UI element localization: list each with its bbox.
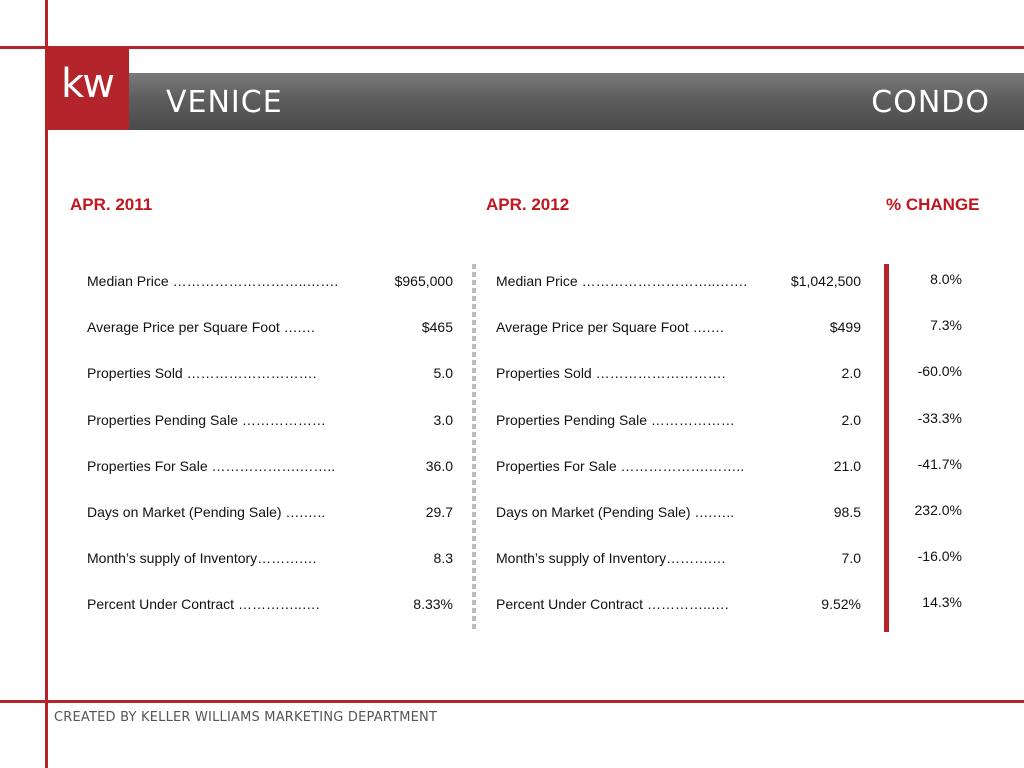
dotted-divider xyxy=(472,264,476,632)
row-label-2012: Average Price per Square Foot ….… xyxy=(496,319,725,335)
row-value-2012: $499 xyxy=(829,319,861,335)
row-percent-change: -33.3% xyxy=(917,410,962,426)
row-percent-change: -16.0% xyxy=(917,548,962,564)
row-value-2012: 2.0 xyxy=(841,412,861,428)
row-value-2012: $1,042,500 xyxy=(790,273,861,289)
row-value-2012: 98.5 xyxy=(833,504,861,520)
row-value-2011: 3.0 xyxy=(433,412,453,428)
city-title: VENICE xyxy=(166,85,283,120)
property-type-title: CONDO xyxy=(871,85,990,120)
row-percent-change: 232.0% xyxy=(914,502,962,518)
row-label-2012: Days on Market (Pending Sale) ….….. xyxy=(496,504,735,520)
row-value-2011: 8.3 xyxy=(433,550,453,566)
kw-logo xyxy=(45,46,129,130)
title-bar xyxy=(129,73,1024,130)
footer-credit: CREATED BY KELLER WILLIAMS MARKETING DEPARTMENT xyxy=(54,710,438,725)
row-value-2011: $465 xyxy=(421,319,453,335)
top-rule xyxy=(0,46,1024,49)
row-value-2012: 9.52% xyxy=(821,596,861,612)
row-label-2011: Properties For Sale ……………….…….. xyxy=(87,458,336,474)
column-header-2012: APR. 2012 xyxy=(486,195,570,214)
row-label-2011: Days on Market (Pending Sale) ….….. xyxy=(87,504,326,520)
row-label-2011: Percent Under Contract …………..…. xyxy=(87,596,320,612)
column-header-2011: APR. 2011 xyxy=(70,195,153,214)
row-label-2012: Month’s supply of Inventory……….… xyxy=(496,550,727,566)
row-percent-change: -41.7% xyxy=(917,456,962,472)
row-label-2011: Median Price ………………………..……. xyxy=(87,273,339,289)
row-label-2012: Percent Under Contract …………..…. xyxy=(496,596,729,612)
logo-text: kw xyxy=(61,61,113,107)
row-label-2011: Month’s supply of Inventory……….… xyxy=(87,550,318,566)
row-label-2011: Properties Sold ………………………. xyxy=(87,365,317,381)
row-percent-change: 14.3% xyxy=(922,594,962,610)
row-percent-change: -60.0% xyxy=(917,363,962,379)
row-value-2011: 8.33% xyxy=(413,596,453,612)
row-label-2012: Properties Pending Sale ……………… xyxy=(496,412,735,428)
row-percent-change: 8.0% xyxy=(930,271,962,287)
row-value-2012: 7.0 xyxy=(841,550,861,566)
row-value-2012: 21.0 xyxy=(833,458,861,474)
row-value-2011: $965,000 xyxy=(394,273,453,289)
row-label-2012: Properties For Sale ……………….…….. xyxy=(496,458,745,474)
row-percent-change: 7.3% xyxy=(930,317,962,333)
column-header-change: % CHANGE xyxy=(886,195,980,214)
bottom-rule xyxy=(0,700,1024,703)
row-value-2011: 29.7 xyxy=(425,504,453,520)
row-value-2011: 36.0 xyxy=(425,458,453,474)
row-label-2011: Average Price per Square Foot ….… xyxy=(87,319,316,335)
row-label-2012: Properties Sold ………………………. xyxy=(496,365,726,381)
row-value-2012: 2.0 xyxy=(841,365,861,381)
row-value-2011: 5.0 xyxy=(433,365,453,381)
row-label-2012: Median Price ………………………..……. xyxy=(496,273,748,289)
row-label-2011: Properties Pending Sale ……………… xyxy=(87,412,326,428)
